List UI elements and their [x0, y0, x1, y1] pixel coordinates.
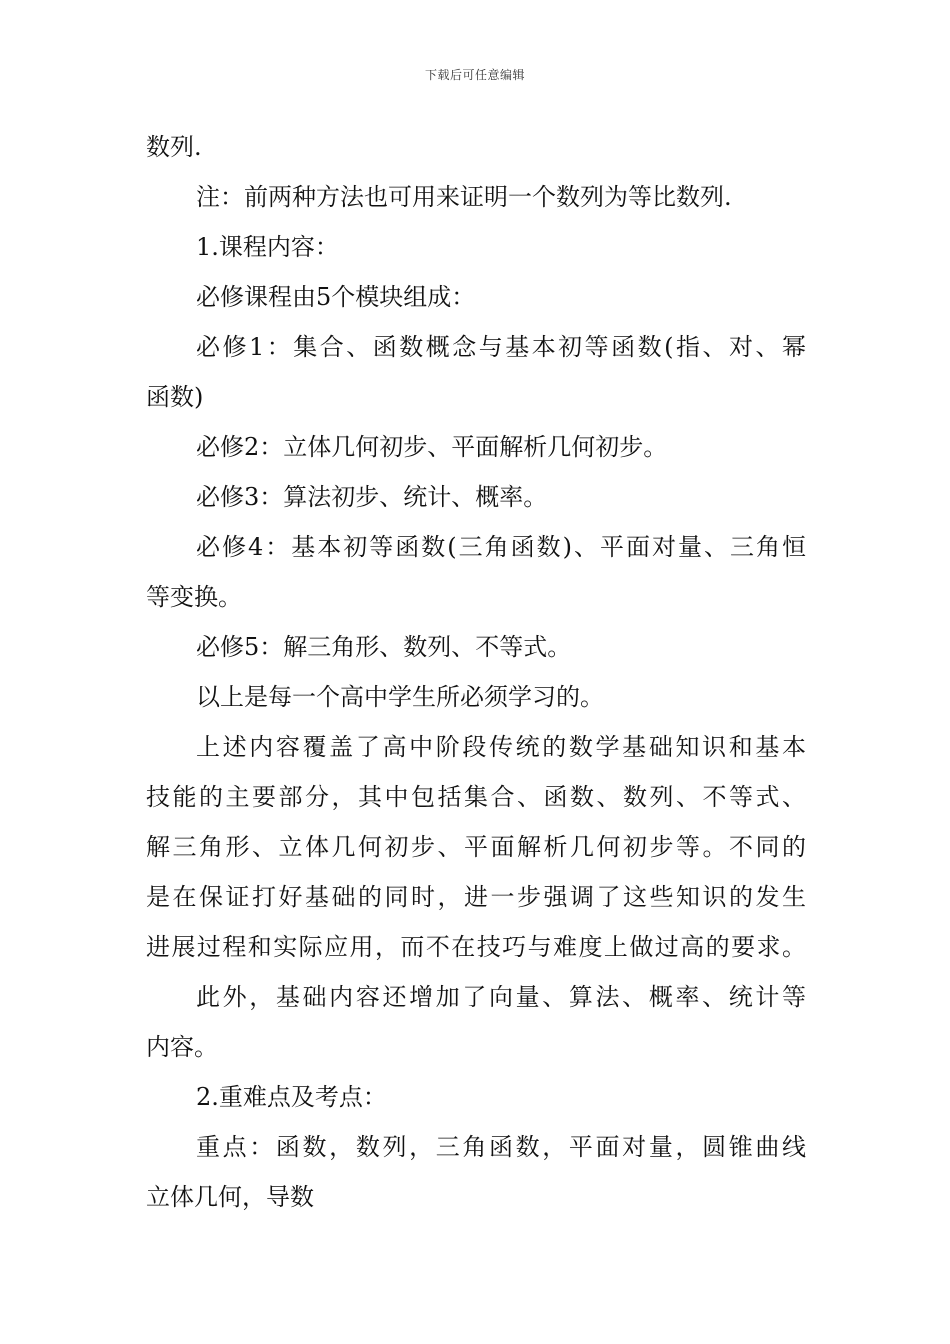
text-line: 必修3：算法初步、统计、概率。	[196, 483, 548, 511]
text-line: 必修1：集合、函数概念与基本初等函数(指、对、幂	[196, 333, 806, 361]
text-line: 函数)	[146, 383, 204, 411]
text-line: 注：前两种方法也可用来证明一个数列为等比数列.	[196, 183, 732, 211]
text-line: 必修5：解三角形、数列、不等式。	[196, 633, 572, 661]
text-line: 是在保证打好基础的同时，进一步强调了这些知识的发生	[146, 883, 806, 911]
text-line: 必修4：基本初等函数(三角函数)、平面对量、三角恒	[196, 533, 806, 561]
text-line: 必修课程由5个模块组成：	[196, 283, 476, 311]
text-line: 重点：函数，数列，三角函数，平面对量，圆锥曲线	[196, 1133, 806, 1161]
body-text	[146, 122, 806, 1222]
text-line: 此外，基础内容还增加了向量、算法、概率、统计等	[196, 983, 806, 1011]
page-header: 下载后可任意编辑	[424, 68, 525, 82]
text-line: 必修2：立体几何初步、平面解析几何初步。	[196, 433, 668, 461]
text-line: 解三角形、立体几何初步、平面解析几何初步等。不同的	[146, 833, 806, 861]
text-line: 1.课程内容：	[196, 233, 339, 261]
text-line: 以上是每一个高中学生所必须学习的。	[196, 683, 604, 711]
text-line: 进展过程和实际应用，而不在技巧与难度上做过高的要求。	[146, 933, 806, 961]
text-line: 内容。	[146, 1033, 218, 1061]
text-line: 数列.	[146, 133, 202, 161]
text-line: 2.重难点及考点：	[196, 1083, 387, 1111]
text-line: 等变换。	[146, 583, 242, 611]
text-line: 技能的主要部分，其中包括集合、函数、数列、不等式、	[146, 783, 806, 811]
text-line: 立体几何，导数	[146, 1183, 314, 1211]
text-line: 上述内容覆盖了高中阶段传统的数学基础知识和基本	[196, 733, 806, 761]
